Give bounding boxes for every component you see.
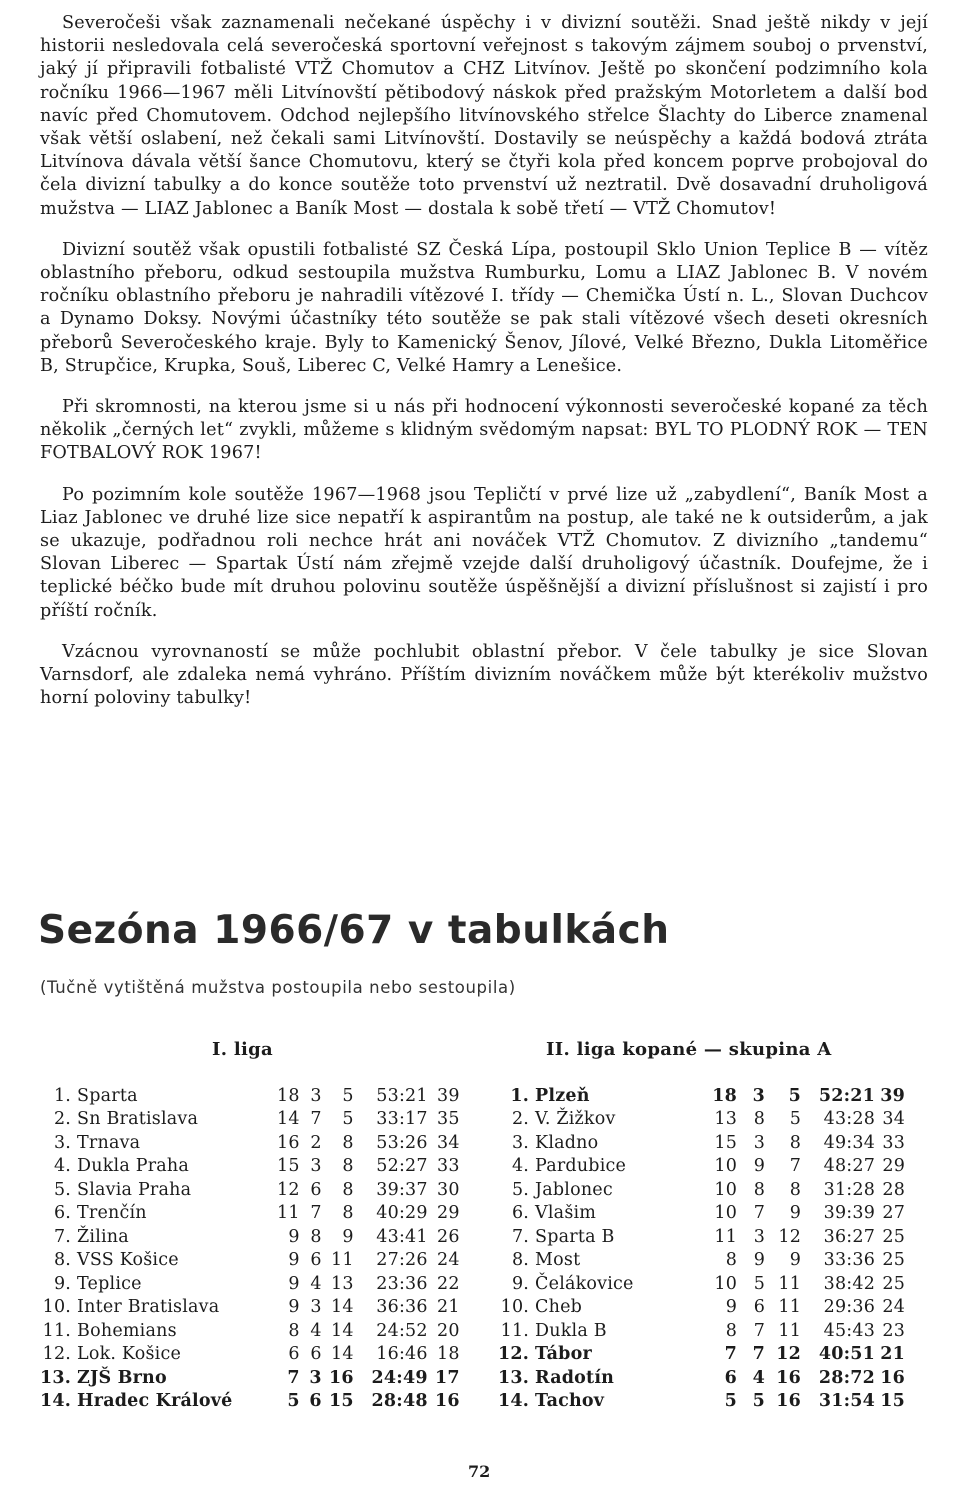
rank-cell: 11. [42, 1320, 72, 1341]
team-cell: VSS Košice [77, 1250, 179, 1271]
losses-cell: 11 [331, 1250, 354, 1271]
team-cell: Sparta [77, 1085, 138, 1106]
points-cell: 39 [437, 1085, 460, 1106]
draws-cell: 6 [310, 1344, 322, 1365]
rank-cell: 2. [53, 1109, 72, 1130]
table-row [498, 1108, 905, 1132]
draws-cell: 3 [310, 1297, 322, 1318]
team-cell: Dukla Praha [77, 1156, 190, 1177]
draws-cell: 4 [310, 1273, 322, 1294]
table-row [40, 1131, 460, 1155]
points-cell: 22 [437, 1273, 460, 1294]
score-cell: 45:43 [823, 1320, 876, 1341]
rank-cell: 4. [53, 1156, 72, 1177]
score-cell: 27:26 [376, 1250, 428, 1271]
rank-cell: 13. [40, 1367, 72, 1388]
draws-cell: 6 [753, 1297, 766, 1318]
rank-cell: 10. [500, 1297, 530, 1318]
article-body [40, 12, 928, 710]
team-cell: Sparta B [535, 1226, 615, 1247]
points-cell: 35 [437, 1109, 460, 1130]
draws-cell: 7 [752, 1344, 766, 1365]
losses-cell: 9 [789, 1250, 802, 1271]
rank-cell: 10. [42, 1297, 72, 1318]
rank-cell: 8. [511, 1250, 530, 1271]
table-row [40, 1155, 460, 1179]
rank-cell: 3. [511, 1132, 530, 1153]
losses-cell: 8 [789, 1179, 802, 1200]
wins-cell: 10 [714, 1273, 738, 1294]
wins-cell: 9 [288, 1250, 300, 1271]
rank-cell: 14. [498, 1391, 530, 1412]
wins-cell: 9 [725, 1297, 738, 1318]
losses-cell: 12 [776, 1344, 802, 1365]
draws-cell: 3 [310, 1085, 322, 1106]
team-cell: Cheb [535, 1297, 583, 1318]
rank-cell: 6. [511, 1203, 530, 1224]
rank-cell: 2. [511, 1109, 530, 1130]
team-cell: Lok. Košice [77, 1344, 182, 1365]
team-cell: V. Žižkov [535, 1109, 616, 1130]
team-cell: Žilina [77, 1226, 129, 1247]
points-cell: 15 [880, 1391, 906, 1412]
table-row [498, 1155, 905, 1179]
wins-cell: 11 [277, 1203, 300, 1224]
team-cell: Inter Bratislava [77, 1297, 220, 1318]
table-row [40, 1366, 460, 1390]
draws-cell: 4 [310, 1320, 322, 1341]
article-paragraph: Při skromnosti, na kterou jsme si u nás při hodnocení výkonnosti severočeské kopané za těch několik „černých let“ zvykli, můžeme s klidným svědomým napsat: BYL TO PLODNÝ ROK — TEN FOTBALOVÝ ROK 1967! [40, 397, 928, 464]
team-cell: Pardubice [535, 1156, 627, 1177]
wins-cell: 15 [714, 1132, 738, 1153]
rank-cell: 12. [498, 1344, 530, 1365]
table-row [40, 1225, 460, 1249]
table-row [498, 1202, 905, 1226]
table-row [498, 1225, 905, 1249]
score-cell: 28:48 [371, 1391, 428, 1412]
table-row [40, 1272, 460, 1296]
points-cell: 34 [882, 1109, 906, 1130]
points-cell: 21 [437, 1297, 460, 1318]
article-paragraph: Divizní soutěž však opustili fotbalisté SZ Česká Lípa, postoupil Sklo Union Teplice B — vítěz oblastního přeboru, odkud sestoupila mužstva Rumburku, Lomu a LIAZ Jablonec B. V novém ročníku oblastního přeboru je nahradili vítězové I. třídy — Chemička Ústí n. L., Slovan Duchcov a Dynamo Doksy. Novými účastníky této soutěže se pak stali vítězové všech deseti okresních přeborů Severočeského kraje. Byly to Kamenický Šenov, Jílové, Velké Březno, Dukla Litoměřice B, Strupčice, Krupka, Souš, Liberec C, Velké Hamry a Lenešice. [40, 239, 928, 376]
wins-cell: 9 [288, 1297, 300, 1318]
score-cell: 39:37 [376, 1179, 428, 1200]
team-cell: Slavia Praha [77, 1179, 192, 1200]
rank-cell: 6. [53, 1203, 72, 1224]
draws-cell: 3 [309, 1367, 322, 1388]
draws-cell: 3 [752, 1085, 766, 1106]
losses-cell: 8 [789, 1132, 802, 1153]
team-cell: Teplice [77, 1273, 142, 1294]
losses-cell: 8 [342, 1156, 354, 1177]
table-row [498, 1390, 905, 1414]
rank-cell: 9. [511, 1273, 530, 1294]
draws-cell: 9 [753, 1156, 766, 1177]
draws-cell: 3 [310, 1156, 322, 1177]
losses-cell: 5 [342, 1085, 354, 1106]
points-cell: 30 [437, 1179, 460, 1200]
score-cell: 49:34 [823, 1132, 876, 1153]
draws-cell: 7 [310, 1203, 322, 1224]
losses-cell: 9 [342, 1226, 354, 1247]
losses-cell: 8 [342, 1203, 354, 1224]
draws-cell: 8 [753, 1179, 766, 1200]
losses-cell: 12 [778, 1226, 802, 1247]
rank-cell: 5. [53, 1179, 72, 1200]
table-row [40, 1343, 460, 1367]
page-number: 72 [468, 1462, 491, 1481]
wins-cell: 10 [714, 1179, 738, 1200]
losses-cell: 5 [788, 1085, 802, 1106]
points-cell: 26 [437, 1226, 460, 1247]
wins-cell: 13 [714, 1109, 738, 1130]
rank-cell: 7. [53, 1226, 72, 1247]
score-cell: 43:28 [823, 1109, 876, 1130]
table-row [498, 1084, 905, 1108]
points-cell: 24 [437, 1250, 460, 1271]
table-row [40, 1319, 460, 1343]
rank-cell: 9. [53, 1273, 72, 1294]
wins-cell: 8 [725, 1320, 738, 1341]
points-cell: 27 [882, 1203, 906, 1224]
losses-cell: 14 [331, 1320, 354, 1341]
draws-cell: 5 [752, 1391, 766, 1412]
wins-cell: 12 [277, 1179, 300, 1200]
team-cell: Tábor [535, 1344, 592, 1365]
team-cell: Tachov [535, 1391, 605, 1412]
league1-title: I. liga [212, 1039, 273, 1060]
losses-cell: 5 [789, 1109, 802, 1130]
rank-cell: 5. [511, 1179, 530, 1200]
wins-cell: 15 [277, 1156, 300, 1177]
score-cell: 33:17 [376, 1109, 428, 1130]
team-cell: Sn Bratislava [77, 1109, 199, 1130]
wins-cell: 9 [288, 1273, 300, 1294]
losses-cell: 13 [331, 1273, 354, 1294]
score-cell: 16:46 [376, 1344, 428, 1365]
team-cell: Jablonec [535, 1179, 613, 1200]
draws-cell: 3 [753, 1132, 766, 1153]
score-cell: 52:21 [818, 1085, 876, 1106]
team-cell: Vlašim [535, 1203, 597, 1224]
wins-cell: 7 [724, 1344, 738, 1365]
article-paragraph: Vzácnou vyrovnaností se může pochlubit oblastní přebor. V čele tabulky je sice Slovan Varnsdorf, ale zdaleka nemá vyhráno. Příštím divizním nováčkem může být kterékoliv mužstvo horní poloviny tabulky! [40, 641, 928, 709]
score-cell: 48:27 [823, 1156, 876, 1177]
draws-cell: 7 [753, 1203, 766, 1224]
team-cell: Hradec Králové [77, 1391, 233, 1412]
losses-cell: 11 [778, 1297, 802, 1318]
draws-cell: 4 [752, 1367, 766, 1388]
rank-cell: 3. [53, 1132, 72, 1153]
team-cell: Bohemians [77, 1320, 177, 1341]
table-row [498, 1272, 905, 1296]
wins-cell: 18 [712, 1085, 738, 1106]
rank-cell: 11. [500, 1320, 530, 1341]
losses-cell: 9 [789, 1203, 802, 1224]
losses-cell: 11 [778, 1273, 802, 1294]
score-cell: 29:36 [823, 1297, 876, 1318]
wins-cell: 8 [288, 1320, 300, 1341]
league1-table [40, 1084, 460, 1413]
score-cell: 24:52 [376, 1320, 428, 1341]
rank-cell: 4. [511, 1156, 530, 1177]
draws-cell: 6 [310, 1250, 322, 1271]
score-cell: 36:27 [823, 1226, 876, 1247]
team-cell: Čelákovice [535, 1273, 634, 1294]
points-cell: 18 [437, 1344, 460, 1365]
draws-cell: 2 [310, 1132, 322, 1153]
team-cell: Kladno [535, 1132, 599, 1153]
score-cell: 33:36 [823, 1250, 876, 1271]
wins-cell: 7 [287, 1367, 300, 1388]
article-paragraph: Severočeši však zaznamenali nečekané úspěchy i v divizní soutěži. Snad ještě nikdy v její historii nesledovala celá severočeská sportovní veřejnost s takovým zájmem souboj o prvenství, jaký jí připravili fotbalisté VTŽ Chomutov a CHZ Litvínov. Ještě po skončení podzimního kola ročníku 1966—1967 měli Litvínovští pětibodový náskok před pražským Motorletem a další bod navíc před Chomutovem. Odchod nejlepšího litvínovského střelce Šlachty do Liberce znamenal však větší oslabení, než čekali sami Litvínovští. Dostavily se neúspěchy a každá bodová ztráta Litvínova dávala větší šance Chomutovu, který se čtyři kola před koncem poprve probojoval do čela divizní tabulky a do konce soutěže toto prvenství už neztratil. Dvě dosavadní druholigová mužstva — LIAZ Jablonec a Baník Most — dostala k sobě třetí — VTŽ Chomutov! [40, 13, 928, 219]
wins-cell: 8 [725, 1250, 738, 1271]
wins-cell: 5 [287, 1391, 300, 1412]
table-row [40, 1296, 460, 1320]
losses-cell: 15 [328, 1391, 354, 1412]
points-cell: 17 [434, 1367, 460, 1388]
draws-cell: 7 [310, 1109, 322, 1130]
score-cell: 40:51 [818, 1344, 876, 1365]
draws-cell: 7 [753, 1320, 766, 1341]
losses-cell: 8 [342, 1132, 354, 1153]
score-cell: 52:27 [376, 1156, 428, 1177]
wins-cell: 6 [724, 1367, 738, 1388]
league2-title: II. liga kopané — skupina A [546, 1039, 832, 1060]
draws-cell: 3 [753, 1226, 766, 1247]
score-cell: 40:29 [376, 1203, 428, 1224]
team-cell: Trenčín [77, 1203, 147, 1224]
points-cell: 25 [882, 1273, 906, 1294]
score-cell: 23:36 [376, 1273, 428, 1294]
losses-cell: 16 [328, 1367, 354, 1388]
wins-cell: 5 [724, 1391, 738, 1412]
team-cell: ZJŠ Brno [77, 1367, 167, 1388]
wins-cell: 14 [277, 1109, 300, 1130]
section-heading: Sezóna 1966/67 v tabulkách [38, 908, 670, 953]
wins-cell: 11 [714, 1226, 738, 1247]
points-cell: 25 [882, 1226, 906, 1247]
losses-cell: 14 [331, 1344, 354, 1365]
table-row [498, 1366, 905, 1390]
points-cell: 39 [880, 1085, 906, 1106]
score-cell: 39:39 [823, 1203, 876, 1224]
rank-cell: 14. [40, 1391, 72, 1412]
table-row [498, 1319, 905, 1343]
table-row [498, 1249, 905, 1273]
points-cell: 16 [434, 1391, 460, 1412]
table-row [498, 1343, 905, 1367]
points-cell: 29 [437, 1203, 460, 1224]
table-row [40, 1202, 460, 1226]
losses-cell: 11 [778, 1320, 802, 1341]
rank-cell: 7. [511, 1226, 530, 1247]
score-cell: 24:49 [371, 1367, 428, 1388]
points-cell: 28 [882, 1179, 906, 1200]
points-cell: 34 [437, 1132, 460, 1153]
table-row [40, 1249, 460, 1273]
score-cell: 28:72 [818, 1367, 876, 1388]
points-cell: 23 [882, 1320, 906, 1341]
draws-cell: 6 [310, 1179, 322, 1200]
table-row [40, 1108, 460, 1132]
losses-cell: 16 [776, 1367, 802, 1388]
draws-cell: 9 [753, 1250, 766, 1271]
score-cell: 31:28 [823, 1179, 876, 1200]
points-cell: 25 [882, 1250, 906, 1271]
section-note: (Tučně vytištěná mužstva postoupila nebo sestoupila) [40, 978, 516, 997]
wins-cell: 18 [277, 1085, 300, 1106]
losses-cell: 16 [776, 1391, 802, 1412]
points-cell: 33 [437, 1156, 460, 1177]
points-cell: 29 [882, 1156, 906, 1177]
rank-cell: 13. [498, 1367, 530, 1388]
draws-cell: 6 [309, 1391, 322, 1412]
table-row [40, 1178, 460, 1202]
losses-cell: 14 [331, 1297, 354, 1318]
losses-cell: 7 [789, 1156, 802, 1177]
score-cell: 53:26 [376, 1132, 428, 1153]
wins-cell: 9 [288, 1226, 300, 1247]
score-cell: 36:36 [376, 1297, 428, 1318]
league2-table [498, 1084, 905, 1413]
team-cell: Most [535, 1250, 581, 1271]
rank-cell: 1. [510, 1085, 530, 1106]
score-cell: 53:21 [376, 1085, 428, 1106]
article-paragraph: Po pozimním kole soutěže 1967—1968 jsou Tepličtí v prvé lize už „zabydlení“, Baník Most a Liaz Jablonec ve druhé lize sice nepatří k aspirantům na postup, ale také ne k outsiderům, a jak se ukazuje, podřadnou roli nechce hrát ani nováček VTŽ Chomutov. Z divizního „tandemu“ Slovan Liberec — Spartak Ústí nám zřejmě vzejde další druholigový účastník. Doufejme, že i teplické béčko bude mít druhou polovinu soutěže úspěšnější a divizní příslušnost si zajistí i pro příští ročník. [40, 484, 928, 621]
team-cell: Dukla B [535, 1320, 607, 1341]
team-cell: Radotín [535, 1367, 615, 1388]
table-row [498, 1178, 905, 1202]
points-cell: 21 [880, 1344, 906, 1365]
league1-rows [40, 1084, 460, 1413]
team-cell: Plzeň [535, 1085, 590, 1106]
score-cell: 31:54 [818, 1391, 876, 1412]
rank-cell: 12. [42, 1344, 72, 1365]
losses-cell: 8 [342, 1179, 354, 1200]
table-row [40, 1084, 460, 1108]
score-cell: 38:42 [823, 1273, 876, 1294]
rank-cell: 8. [53, 1250, 72, 1271]
points-cell: 16 [880, 1367, 906, 1388]
wins-cell: 10 [714, 1156, 738, 1177]
draws-cell: 8 [310, 1226, 322, 1247]
score-cell: 43:41 [376, 1226, 428, 1247]
losses-cell: 5 [342, 1109, 354, 1130]
draws-cell: 5 [753, 1273, 766, 1294]
wins-cell: 16 [277, 1132, 300, 1153]
table-row [40, 1390, 460, 1414]
points-cell: 33 [882, 1132, 906, 1153]
team-cell: Trnava [77, 1132, 141, 1153]
points-cell: 24 [882, 1297, 906, 1318]
table-row [498, 1131, 905, 1155]
wins-cell: 6 [288, 1344, 300, 1365]
table-row [498, 1296, 905, 1320]
wins-cell: 10 [714, 1203, 738, 1224]
points-cell: 20 [437, 1320, 460, 1341]
draws-cell: 8 [753, 1109, 766, 1130]
rank-cell: 1. [53, 1085, 72, 1106]
league2-rows [498, 1084, 905, 1413]
